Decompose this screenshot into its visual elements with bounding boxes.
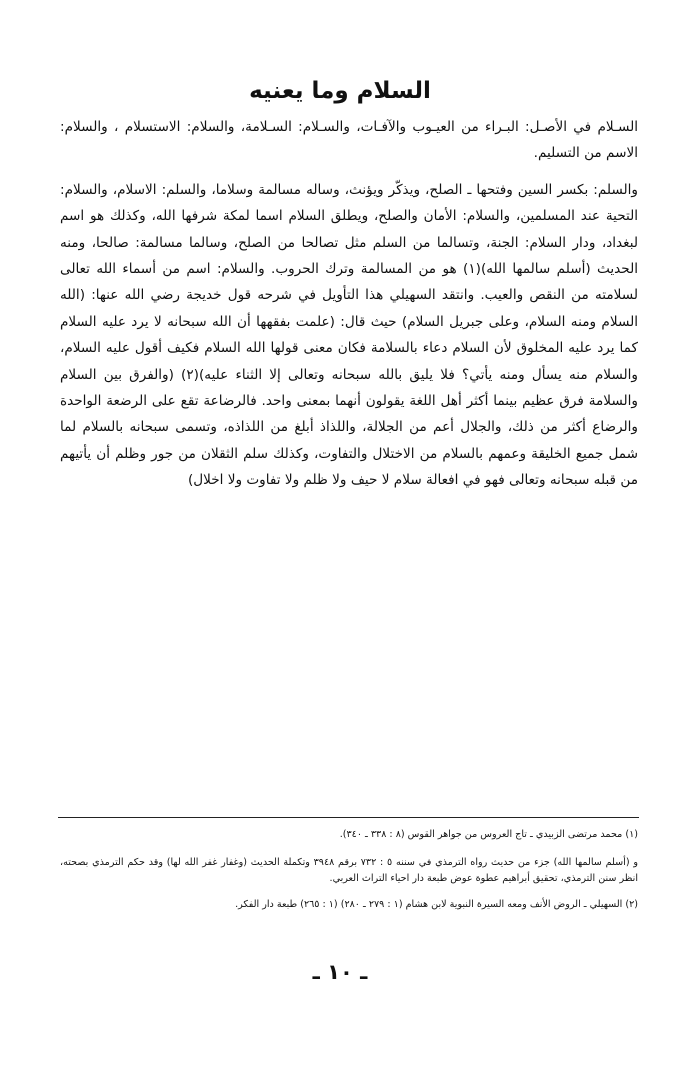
footnote: (١) محمد مرتضى الزبيدي ـ تاج العروس من جواهر القوس (٨ : ٣٣٨ ـ ٣٤٠). bbox=[339, 829, 638, 840]
footnote: و (أسلم سالمها الله) جزء من حديث رواه الترمذي في سننه ٥ : ٧٣٢ برقم ٣٩٤٨ وتكملة الحديث (وغفار غفر الله لها) وقد حكم الترمذي بصحته، انظر سنن الترمذي، تحقيق أبراهيم عطوة عوض طبعة دار احياء التراث العربي. bbox=[60, 857, 638, 884]
paragraph: السـلام في الأصـل: البـراء من العيـوب والآفـات، والسـلام: السـلامة، والسلام: الاستسلام ، والسلام: الاسم من التسليم. bbox=[60, 119, 638, 162]
footnote: (٢) السهيلي ـ الروض الأنف ومعه السيرة النبوية لابن هشام (١ : ٢٧٩ ـ ٢٨٠) (١ : ٢٦٥) طبعة دار الفكر. bbox=[235, 899, 638, 910]
footnote-divider bbox=[58, 817, 639, 818]
paragraph: والسلم: بكسر السين وفتحها ـ الصلح، ويذكّر ويؤنث، وساله مسالمة وسلاما، والسلم: الاسلام، والسلام: التحية عند المسلمين، والسلام: الأمان والصلح، ويطلق السلام اسما لمكة شرفها الله، وكذلك هو اسم لبغداد، ودار السلام: الجنة، وتسالما من السلم مثل تصالحا من الصلح، وسالما مسالمة: صالحا، ومنه الحديث (أسلم سالمها الله)(١) هو من المسالمة وترك الحروب. والسلام: اسم من أسماء الله تعالى لسلامته من النقص والعيب. وانتقد السهيلي هذا التأويل في شرحه قول خديجة رضي الله عنها: (الله السلام ومنه السلام، وعلى جبريل السلام) حيث قال: (علمت بفقهها أن الله سبحانه لا يرد عليه السلام كما يرد عليه المخلوق لأن السلام دعاء بالسلامة فكان معنى قولها الله السلام فكيف أقول عليه السلام، والسلام منه يسأل ومنه يأتي؟ فلا يليق بالله سبحانه وتعالى إلا الثناء عليه)(٢) (والفرق بين السلام والسلامة فرق عظيم بينما أكثر أهل اللغة يقولون أنهما بمعنى واحد. فالرضاعة تقع على الرضعة الواحدة والرضاع أكثر من ذلك، والجلال أعم من الجلالة، واللذاذ أبلغ من اللذاذه، وتسمى سبحانه بالسلام لما شمل جميع الخليقة وعمهم بالسلام من الاختلال والتفاوت، وكذلك سلم الثقلان من جور وظلم أن يأتيهم من قبله سبحانه وتعالى فهو في افعالة سلام لا حيف ولا ظلم ولا تفاوت ولا اخلال) bbox=[60, 181, 639, 489]
page-title: السلام وما يعنيه bbox=[249, 78, 431, 104]
footnotes bbox=[60, 827, 638, 925]
page-number: ـ ١٠ ـ bbox=[312, 960, 368, 984]
body-text bbox=[60, 114, 638, 494]
